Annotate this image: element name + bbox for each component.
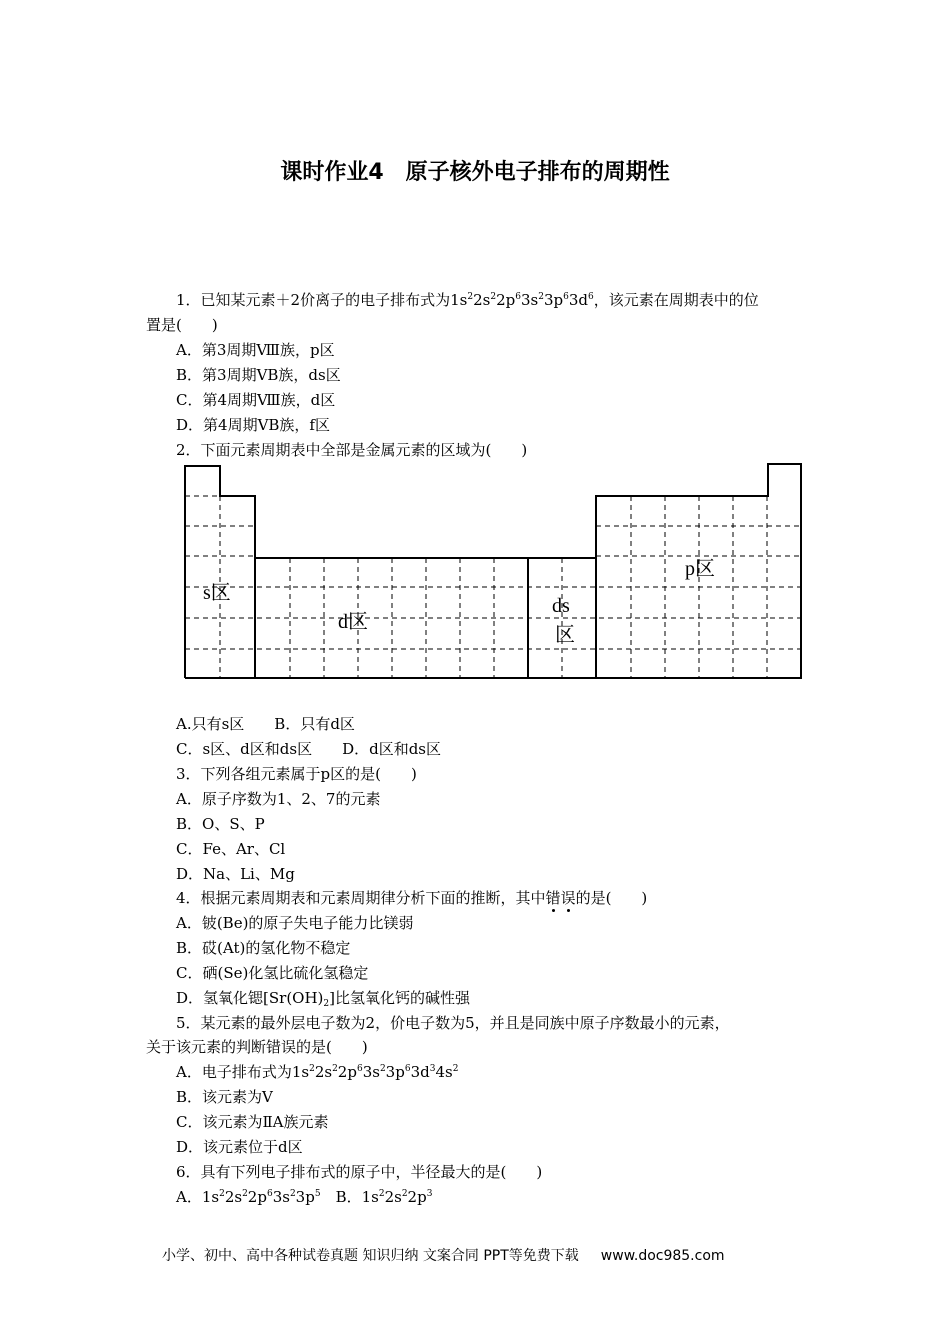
q1-option-b: B．第3周期ⅤB族，ds区 <box>176 366 341 384</box>
q5-stem: 5．某元素的最外层电子数为2，价电子数为5，并且是同族中原子序数最小的元素， <box>176 1014 730 1032</box>
q3-option-c: C．Fe、Ar、Cl <box>176 840 286 858</box>
ds-block-label-1: ds <box>552 595 570 617</box>
d-block-label: d区 <box>338 611 368 633</box>
s-block-label: s区 <box>203 582 231 604</box>
q6-options: A．$1s^22s^22p^63s^23p^5$ B．$1s^22s^22p^3$ <box>176 1188 433 1206</box>
p-block-label: p区 <box>685 558 715 580</box>
footer-link[interactable]: www.doc985.com <box>600 1248 725 1264</box>
q1-stem-cont: 置是( ) <box>146 316 218 334</box>
q2-options-row-2: C．s区、d区和ds区 D．d区和ds区 <box>176 740 442 758</box>
footer <box>162 1245 725 1265</box>
q5-stem-cont: 关于该元素的判断错误的是( ) <box>146 1038 368 1056</box>
q1-option-a: A．第3周期Ⅷ族，p区 <box>176 341 335 359</box>
q3-stem: 3．下列各组元素属于p区的是( ) <box>176 765 417 783</box>
q4-option-b: B．砹(At)的氢化物不稳定 <box>176 939 351 957</box>
q1-option-d: D．第4周期ⅤB族，f区 <box>176 416 330 434</box>
emphasis-mark: 误 <box>561 889 576 907</box>
ds-block-label-2: 区 <box>555 624 575 646</box>
q4-option-a: A．铍(Be)的原子失电子能力比镁弱 <box>176 914 414 932</box>
q4-option-d: D．氢氧化锶$[Sr(OH)_2]$比氢氧化钙的碱性强 <box>176 989 471 1009</box>
page-title: 课时作业4 原子核外电子排布的周期性 <box>280 160 670 185</box>
q5-option-c: C．该元素为ⅡA族元素 <box>176 1113 329 1131</box>
q4-stem: 4．根据元素周期表和元素周期律分析下面的推断，其中错 误 的是( ) <box>176 888 647 908</box>
q3-option-b: B．O、S、P <box>176 815 265 833</box>
q4-option-c: C．硒(Se)化氢比硫化氢稳定 <box>176 964 369 982</box>
q3-option-a: A．原子序数为1、2、7的元素 <box>176 790 381 808</box>
q3-option-d: D．Na、Li、Mg <box>176 865 295 883</box>
q5-option-b: B．该元素为V <box>176 1088 273 1106</box>
q5-option-d: D．该元素位于d区 <box>176 1138 303 1156</box>
q6-stem: 6．具有下列电子排布式的原子中，半径最大的是( ) <box>176 1163 543 1181</box>
q5-option-a: A．电子排布式为$1s^22s^22p^63s^23p^63d^34s^2$ <box>176 1063 459 1081</box>
emphasis-mark: 错 <box>546 889 561 907</box>
q2-options-row-1: A.只有s区 B．只有d区 <box>176 715 355 733</box>
footer-text: 小学、初中、高中各种试卷真题 知识归纳 文案合同 PPT等免费下载 <box>162 1248 579 1264</box>
q1-option-c: C．第4周期Ⅷ族，d区 <box>176 391 336 409</box>
q1-stem: 1．已知某元素＋2价离子的电子排布式为$1s^22s^22p^63s^23p^63d^6$，该元素在周期表中的位 <box>176 291 759 309</box>
q2-stem: 2．下面元素周期表中全部是金属元素的区域为( ) <box>176 441 528 459</box>
